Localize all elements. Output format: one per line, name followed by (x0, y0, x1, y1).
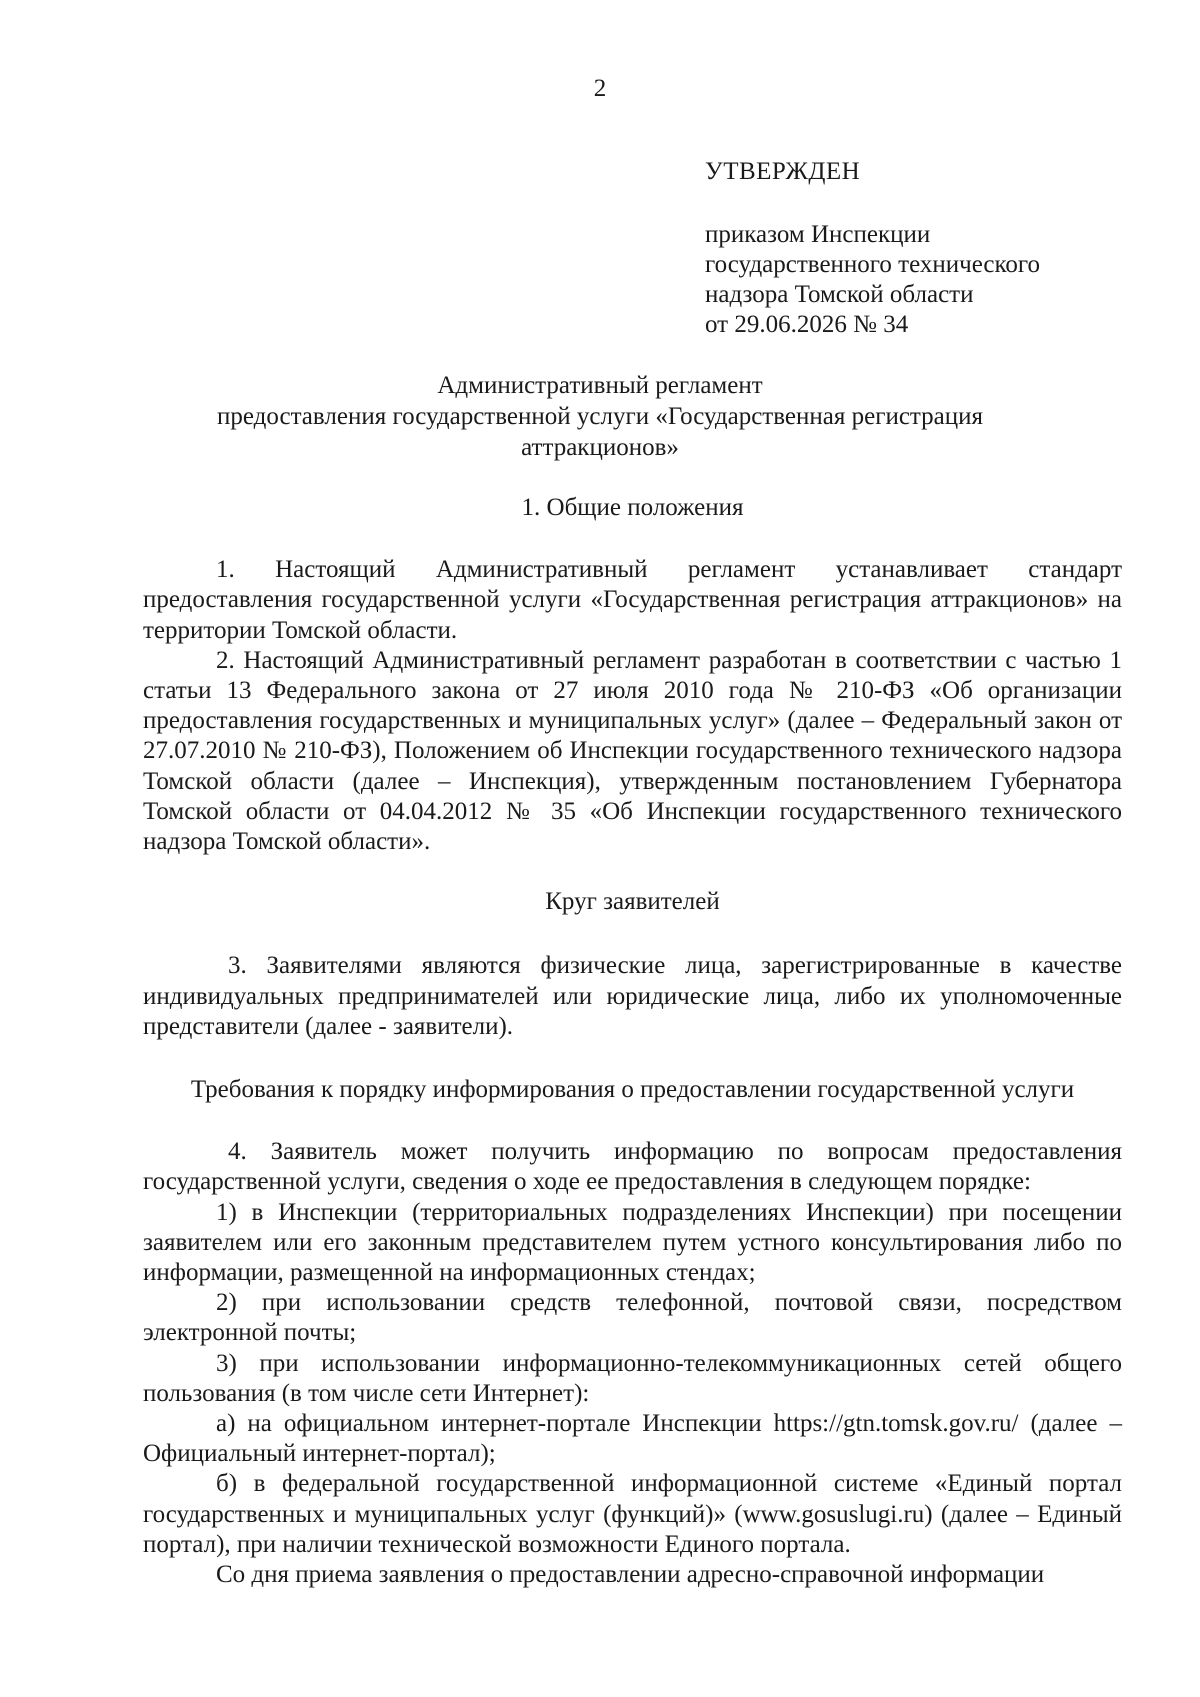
approval-line: надзора Томской области (705, 281, 974, 308)
approval-title: УТВЕРЖДЕН (705, 158, 861, 185)
approval-line: приказом Инспекции (705, 221, 931, 248)
page-number: 2 (593, 75, 607, 102)
document-title-line: Административный регламент (437, 372, 763, 399)
list-item-1: 1) в Инспекции (территориальных подразделениях Инспекции) при посещении заявителем или его законным представителем путем устного консультирования либо по информации, размещенной на информационных стендах; (143, 1198, 1122, 1287)
section-heading-informing: Требования к порядку информирования о предоставлении государственной услуги (190, 1076, 1075, 1104)
paragraph-1: 1. Настоящий Административный регламент устанавливает стандарт предоставления государственной услуги «Государственная регистрация аттракционов» на территории Томской области. (143, 556, 1122, 644)
approval-line: от 29.06.2026 № 34 (705, 311, 909, 338)
paragraph-2: 2. Настоящий Административный регламент разработан в соответствии с частью 1 статьи 13 Федерального закона от 27 июля 2010 года № 210-ФЗ «Об организации предоставления государственных и муниципальных услуг» (далее – Федеральный закон от 27.07.2010 № 210-ФЗ), Положением об Инспекции государственного технического надзора Томской области (далее – Инспекция), утвержденным постановлением Губернатора Томской области от 04.04.2012 № 35 «Об Инспекции государственного технического надзора Томской области». (143, 646, 1122, 856)
approval-stamp (705, 157, 1145, 340)
list-item-2: 2) при использовании средств телефонной, почтовой связи, посредством электронной почты; (143, 1289, 1122, 1347)
document-title-line: аттракционов» (521, 434, 679, 461)
paragraph-continuation: Со дня приема заявления о предоставлении адресно-справочной информации (216, 1561, 1045, 1589)
section-heading-applicants: Круг заявителей (545, 888, 720, 916)
document-title-line: предоставления государственной услуги «Государственная регистрация (216, 403, 983, 430)
section-heading-general: 1. Общие положения (521, 494, 744, 521)
document-title (0, 370, 1200, 463)
document-body (143, 493, 1122, 1590)
approval-line: государственного технического (705, 251, 1041, 278)
list-item-a: а) на официальном интернет-портале Инспекции https://gtn.tomsk.gov.ru/ (далее – Официальный интернет-портал); (143, 1410, 1122, 1468)
paragraph-3: 3. Заявителями являются физические лица, зарегистрированные в качестве индивидуальных предпринимателей или юридические лица, либо их уполномоченные представители (далее - заявители). (143, 952, 1122, 1040)
list-item-b: б) в федеральной государственной информационной системе «Единый портал государственных и муниципальных услуг (функций)» (www.gosuslugi.ru) (далее – Единый портал), при наличии технической возможности Единого портала. (143, 1470, 1122, 1558)
list-item-3: 3) при использовании информационно-телекоммуникационных сетей общего пользования (в том числе сети Интернет): (143, 1349, 1122, 1407)
paragraph-4: 4. Заявитель может получить информацию по вопросам предоставления государственной услуги, сведения о ходе ее предоставления в следующем порядке: (143, 1138, 1122, 1196)
